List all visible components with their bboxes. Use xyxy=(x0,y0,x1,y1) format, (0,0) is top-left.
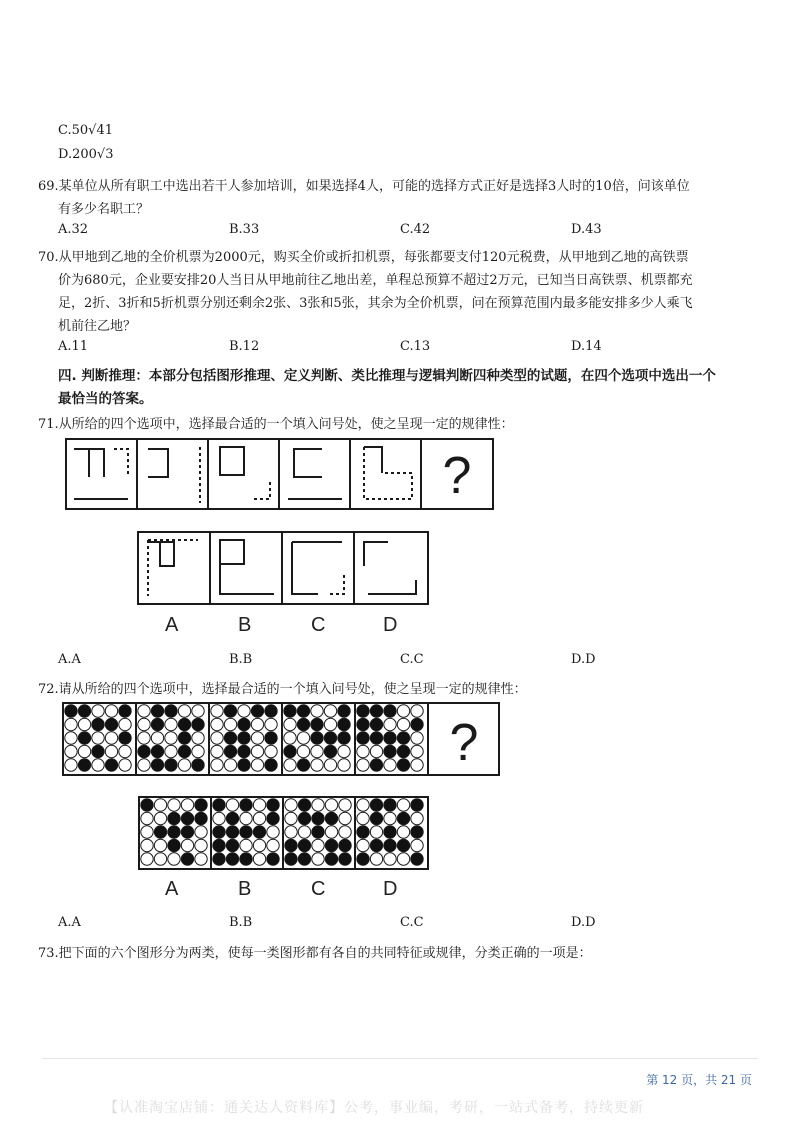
pattern-circle xyxy=(265,705,277,717)
pattern-circle xyxy=(384,799,396,811)
pattern-circle xyxy=(324,745,336,757)
pattern-circle xyxy=(384,732,396,744)
pattern-circle xyxy=(324,718,336,730)
pattern-circle xyxy=(165,745,177,757)
pattern-circle xyxy=(370,732,382,744)
pattern-circle xyxy=(238,759,250,771)
pattern-circle xyxy=(284,705,296,717)
pattern-circle xyxy=(251,718,263,730)
pattern-circle xyxy=(141,812,153,824)
pattern-circle xyxy=(297,745,309,757)
pattern-circle xyxy=(195,812,207,824)
option-d-prev: D.200√3 xyxy=(58,147,114,162)
q72-label-d: D xyxy=(383,878,398,900)
pattern-circle xyxy=(312,839,324,851)
q72-sequence-figure xyxy=(62,702,502,776)
pattern-circle xyxy=(397,759,409,771)
pattern-circle xyxy=(213,826,225,838)
pattern-circle xyxy=(165,732,177,744)
q72-option-c: C.C xyxy=(400,915,424,930)
pattern-circle xyxy=(92,705,104,717)
pattern-circle xyxy=(297,705,309,717)
pattern-circle xyxy=(119,759,131,771)
q69-option-a: A.32 xyxy=(58,222,89,237)
pattern-circle xyxy=(141,799,153,811)
pattern-circle xyxy=(119,732,131,744)
pattern-circle xyxy=(165,705,177,717)
pattern-circle xyxy=(339,839,351,851)
pattern-circle xyxy=(357,839,369,851)
pattern-circle xyxy=(397,812,409,824)
pattern-circle xyxy=(338,745,350,757)
pattern-circle xyxy=(370,799,382,811)
q72-question-mark: ? xyxy=(449,714,479,772)
pattern-circle xyxy=(311,745,323,757)
pattern-circle xyxy=(240,826,252,838)
pattern-circle xyxy=(285,853,297,865)
q69-stem-line1: 69.某单位从所有职工中选出若干人参加培训，如果选择4人，可能的选择方式正好是选择3人时的10倍，问该单位 xyxy=(38,179,690,194)
pattern-circle xyxy=(192,745,204,757)
pattern-circle xyxy=(226,853,238,865)
q71-label-c: C xyxy=(311,614,326,636)
q72-stem: 72.请从所给的四个选项中，选择最合适的一个填入问号处，使之呈现一定的规律性： xyxy=(38,682,527,697)
q70-option-a: A.11 xyxy=(58,339,89,354)
pattern-circle xyxy=(397,839,409,851)
pattern-circle xyxy=(224,732,236,744)
pattern-circle xyxy=(78,705,90,717)
pattern-circle xyxy=(92,718,104,730)
pattern-circle xyxy=(154,799,166,811)
pattern-circle xyxy=(297,732,309,744)
pattern-circle xyxy=(357,745,369,757)
pattern-circle xyxy=(195,839,207,851)
pattern-circle xyxy=(178,745,190,757)
pattern-circle xyxy=(370,705,382,717)
pattern-circle xyxy=(357,799,369,811)
pattern-circle xyxy=(384,826,396,838)
q71-label-b: B xyxy=(238,614,252,636)
pattern-circle xyxy=(78,718,90,730)
pattern-circle xyxy=(339,826,351,838)
q71-options-figure xyxy=(136,530,432,608)
pattern-circle xyxy=(195,853,207,865)
pattern-circle xyxy=(224,705,236,717)
pattern-circle xyxy=(298,853,310,865)
pattern-circle xyxy=(370,853,382,865)
pattern-circle xyxy=(240,839,252,851)
q72-option-b: B.B xyxy=(229,915,253,930)
pattern-circle xyxy=(411,799,423,811)
pattern-circle xyxy=(65,718,77,730)
pattern-circle xyxy=(325,853,337,865)
pattern-circle xyxy=(370,718,382,730)
pattern-circle xyxy=(178,732,190,744)
pattern-circle xyxy=(253,839,265,851)
pattern-circle xyxy=(265,718,277,730)
pattern-circle xyxy=(298,799,310,811)
pattern-circle xyxy=(411,705,423,717)
pattern-circle xyxy=(285,812,297,824)
pattern-circle xyxy=(141,839,153,851)
pattern-circle xyxy=(181,853,193,865)
pattern-circle xyxy=(311,705,323,717)
pattern-circle xyxy=(384,839,396,851)
pattern-circle xyxy=(297,759,309,771)
pattern-circle xyxy=(251,705,263,717)
pattern-circle xyxy=(224,745,236,757)
pattern-circle xyxy=(168,839,180,851)
pattern-circle xyxy=(312,799,324,811)
pattern-circle xyxy=(265,759,277,771)
pattern-circle xyxy=(397,826,409,838)
watermark-text: 【认准淘宝店铺：通关达人资料库】公考，事业编，考研，一站式备考，持续更新 xyxy=(104,1100,644,1116)
pattern-circle xyxy=(213,812,225,824)
pattern-circle xyxy=(181,839,193,851)
pattern-circle xyxy=(78,759,90,771)
pattern-circle xyxy=(213,839,225,851)
pattern-circle xyxy=(154,812,166,824)
pattern-circle xyxy=(285,799,297,811)
pattern-circle xyxy=(238,705,250,717)
pattern-circle xyxy=(411,718,423,730)
pattern-circle xyxy=(285,826,297,838)
pattern-circle xyxy=(240,812,252,824)
pattern-circle xyxy=(119,718,131,730)
pattern-circle xyxy=(325,812,337,824)
pattern-circle xyxy=(284,759,296,771)
pattern-circle xyxy=(253,812,265,824)
pattern-circle xyxy=(384,718,396,730)
pattern-circle xyxy=(211,745,223,757)
pattern-circle xyxy=(92,732,104,744)
pattern-circle xyxy=(411,812,423,824)
q71-sequence-figure xyxy=(64,437,499,511)
pattern-circle xyxy=(267,853,279,865)
pattern-circle xyxy=(78,745,90,757)
pattern-circle xyxy=(311,732,323,744)
pattern-circle xyxy=(285,839,297,851)
pattern-circle xyxy=(226,826,238,838)
page-number: 第 12 页，共 21 页 xyxy=(646,1073,752,1087)
pattern-circle xyxy=(312,853,324,865)
q71-option-c: C.C xyxy=(400,652,424,667)
pattern-circle xyxy=(267,812,279,824)
pattern-circle xyxy=(384,745,396,757)
q70-option-c: C.13 xyxy=(400,339,431,354)
pattern-circle xyxy=(311,759,323,771)
pattern-circle xyxy=(138,759,150,771)
q72-label-b: B xyxy=(238,878,252,900)
q71-option-b: B.B xyxy=(229,652,253,667)
q71-label-a: A xyxy=(165,614,179,636)
pattern-circle xyxy=(211,718,223,730)
pattern-circle xyxy=(181,812,193,824)
q70-option-b: B.12 xyxy=(229,339,260,354)
q70-stem-line4: 机前往乙地？ xyxy=(58,319,137,334)
pattern-circle xyxy=(397,799,409,811)
pattern-circle xyxy=(178,705,190,717)
pattern-circle xyxy=(384,705,396,717)
pattern-circle xyxy=(151,732,163,744)
pattern-circle xyxy=(240,853,252,865)
pattern-circle xyxy=(357,826,369,838)
option-c-prev: C.50√41 xyxy=(58,123,113,138)
pattern-circle xyxy=(265,745,277,757)
pattern-circle xyxy=(339,799,351,811)
pattern-circle xyxy=(253,799,265,811)
q69-stem-line2: 有多少名职工？ xyxy=(58,202,150,217)
pattern-circle xyxy=(357,759,369,771)
pattern-circle xyxy=(357,853,369,865)
q71-question-mark: ? xyxy=(442,447,472,505)
q70-stem-line3: 足，2折、3折和5折机票分别还剩余2张、3张和5张，其余为全价机票，问在预算范围内最多能安排多少人乘飞 xyxy=(58,296,693,311)
pattern-circle xyxy=(397,705,409,717)
pattern-circle xyxy=(370,826,382,838)
pattern-circle xyxy=(165,718,177,730)
pattern-circle xyxy=(65,705,77,717)
pattern-circle xyxy=(105,745,117,757)
pattern-circle xyxy=(324,732,336,744)
pattern-circle xyxy=(311,718,323,730)
pattern-circle xyxy=(151,705,163,717)
pattern-circle xyxy=(178,718,190,730)
pattern-circle xyxy=(211,732,223,744)
pattern-circle xyxy=(324,705,336,717)
pattern-circle xyxy=(297,718,309,730)
pattern-circle xyxy=(384,812,396,824)
pattern-circle xyxy=(411,759,423,771)
pattern-circle xyxy=(397,745,409,757)
pattern-circle xyxy=(226,812,238,824)
pattern-circle xyxy=(178,759,190,771)
q69-option-c: C.42 xyxy=(400,222,431,237)
pattern-circle xyxy=(370,812,382,824)
q71-label-d: D xyxy=(383,614,398,636)
pattern-circle xyxy=(267,826,279,838)
pattern-circle xyxy=(165,759,177,771)
pattern-circle xyxy=(411,745,423,757)
pattern-circle xyxy=(338,732,350,744)
q71-option-a: A.A xyxy=(58,652,81,667)
pattern-circle xyxy=(224,759,236,771)
pattern-circle xyxy=(251,759,263,771)
pattern-circle xyxy=(298,812,310,824)
q70-stem-line2: 价为680元，企业要安排20人当日从甲地前往乙地出差，单程总预算不超过2万元，已知当日高铁票、机票都充 xyxy=(58,273,693,288)
pattern-circle xyxy=(384,759,396,771)
pattern-circle xyxy=(105,705,117,717)
pattern-circle xyxy=(370,759,382,771)
pattern-circle xyxy=(78,732,90,744)
pattern-circle xyxy=(168,799,180,811)
pattern-circle xyxy=(105,718,117,730)
pattern-circle xyxy=(238,732,250,744)
pattern-circle xyxy=(226,839,238,851)
pattern-circle xyxy=(251,745,263,757)
pattern-circle xyxy=(65,759,77,771)
q71-stem: 71.从所给的四个选项中，选择最合适的一个填入问号处，使之呈现一定的规律性： xyxy=(38,417,514,432)
q72-label-c: C xyxy=(311,878,326,900)
pattern-circle xyxy=(119,745,131,757)
pattern-circle xyxy=(338,705,350,717)
pattern-circle xyxy=(357,705,369,717)
pattern-circle xyxy=(154,826,166,838)
q70-stem-line1: 70.从甲地到乙地的全价机票为2000元，购买全价或折扣机票，每张都要支付120元税费，从甲地到乙地的高铁票 xyxy=(38,250,689,265)
pattern-circle xyxy=(119,705,131,717)
pattern-circle xyxy=(192,718,204,730)
pattern-circle xyxy=(192,705,204,717)
pattern-circle xyxy=(224,718,236,730)
pattern-circle xyxy=(411,839,423,851)
pattern-circle xyxy=(253,826,265,838)
pattern-circle xyxy=(181,826,193,838)
pattern-circle xyxy=(397,732,409,744)
pattern-circle xyxy=(411,732,423,744)
pattern-circle xyxy=(324,759,336,771)
pattern-circle xyxy=(138,745,150,757)
pattern-circle xyxy=(284,732,296,744)
pattern-circle xyxy=(138,718,150,730)
pattern-circle xyxy=(138,705,150,717)
pattern-circle xyxy=(357,812,369,824)
pattern-circle xyxy=(65,745,77,757)
pattern-circle xyxy=(339,812,351,824)
pattern-circle xyxy=(138,732,150,744)
pattern-circle xyxy=(168,812,180,824)
pattern-circle xyxy=(357,732,369,744)
q72-label-a: A xyxy=(165,878,179,900)
pattern-circle xyxy=(154,853,166,865)
pattern-circle xyxy=(65,732,77,744)
pattern-circle xyxy=(325,826,337,838)
pattern-circle xyxy=(370,745,382,757)
pattern-circle xyxy=(298,826,310,838)
pattern-circle xyxy=(192,732,204,744)
pattern-circle xyxy=(265,732,277,744)
pattern-circle xyxy=(192,759,204,771)
q72-option-d: D.D xyxy=(571,915,596,930)
q69-option-b: B.33 xyxy=(229,222,260,237)
q73-stem: 73.把下面的六个图形分为两类，使每一类图形都有各自的共同特征或规律，分类正确的一项是： xyxy=(38,946,592,961)
pattern-circle xyxy=(168,826,180,838)
pattern-circle xyxy=(92,745,104,757)
pattern-circle xyxy=(238,718,250,730)
pattern-circle xyxy=(357,718,369,730)
pattern-circle xyxy=(284,745,296,757)
pattern-circle xyxy=(181,799,193,811)
pattern-circle xyxy=(238,745,250,757)
pattern-circle xyxy=(151,759,163,771)
pattern-circle xyxy=(213,799,225,811)
pattern-circle xyxy=(195,799,207,811)
pattern-circle xyxy=(151,718,163,730)
pattern-circle xyxy=(298,839,310,851)
pattern-circle xyxy=(168,853,180,865)
q71-option-d: D.D xyxy=(571,652,596,667)
q72-options-figure xyxy=(138,796,430,870)
section-heading-line1: 四. 判断推理：本部分包括图形推理、定义判断、类比推理与逻辑判断四种类型的试题，在四个选项中选出一个 xyxy=(58,368,716,384)
pattern-circle xyxy=(211,705,223,717)
pattern-circle xyxy=(411,853,423,865)
pattern-circle xyxy=(339,853,351,865)
pattern-circle xyxy=(397,853,409,865)
pattern-circle xyxy=(312,812,324,824)
pattern-circle xyxy=(105,759,117,771)
pattern-circle xyxy=(151,745,163,757)
q69-option-d: D.43 xyxy=(571,222,602,237)
pattern-circle xyxy=(312,826,324,838)
pattern-circle xyxy=(397,718,409,730)
pattern-circle xyxy=(267,799,279,811)
pattern-circle xyxy=(211,759,223,771)
pattern-circle xyxy=(141,826,153,838)
pattern-circle xyxy=(251,732,263,744)
pattern-circle xyxy=(384,853,396,865)
pattern-circle xyxy=(92,759,104,771)
q72-option-a: A.A xyxy=(58,915,81,930)
footer-divider xyxy=(42,1058,758,1059)
pattern-circle xyxy=(195,826,207,838)
pattern-circle xyxy=(154,839,166,851)
pattern-circle xyxy=(105,732,117,744)
pattern-circle xyxy=(338,759,350,771)
pattern-circle xyxy=(284,718,296,730)
pattern-circle xyxy=(325,799,337,811)
pattern-circle xyxy=(253,853,265,865)
pattern-circle xyxy=(338,718,350,730)
pattern-circle xyxy=(141,853,153,865)
pattern-circle xyxy=(213,853,225,865)
pattern-circle xyxy=(411,826,423,838)
pattern-circle xyxy=(370,839,382,851)
section-heading-line2: 最恰当的答案。 xyxy=(58,391,153,407)
pattern-circle xyxy=(240,799,252,811)
q70-option-d: D.14 xyxy=(571,339,602,354)
pattern-circle xyxy=(226,799,238,811)
pattern-circle xyxy=(325,839,337,851)
pattern-circle xyxy=(267,839,279,851)
